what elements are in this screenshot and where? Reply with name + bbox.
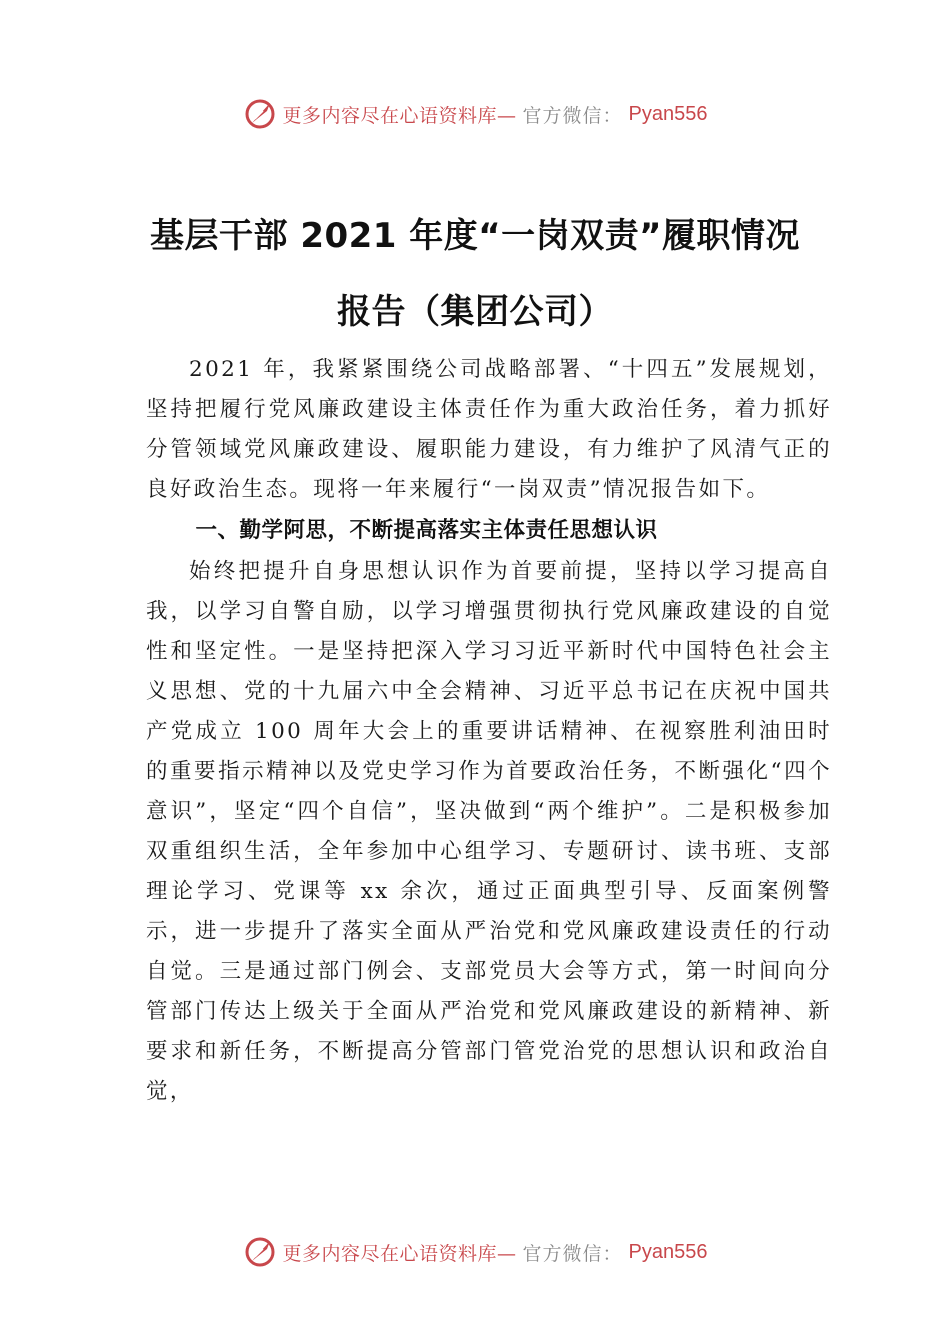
footer-banner [0, 1232, 950, 1272]
banner-text: 更多内容尽在心语资料库— [282, 104, 517, 127]
banner-wechat-id: Pyan556 [628, 102, 708, 125]
title-line-2: 报告（集团公司） [337, 292, 613, 332]
banner-wechat-label: 官方微信： [522, 1242, 623, 1265]
document-title [140, 198, 810, 350]
quill-logo-icon [243, 97, 277, 131]
banner-text: 更多内容尽在心语资料库— [282, 1242, 517, 1265]
section-paragraph: 始终把提升自身思想认识作为首要前提，坚持以学习提高自我，以学习自警自励，以学习增强贯彻执行党风廉政建设的自觉性和坚定性。一是坚持把深入学习习近平新时代中国特色社会主义思想、党的十九届六中全会精神、习近平总书记在庆祝中国共产党成立 100 周年大会上的重要讲话精神、在视察胜利油田时的重要指示精神以及党史学习作为首要政治任务，不断强化“四个意识”，坚定“四个自信”，坚决做到“两个维护”。二是积极参加双重组织生活，全年参加中心组学习、专题研讨、读书班、支部理论学习、党课等 xx 余次，通过正面典型引导、反面案例警示，进一步提升了落实全面从严治党和党风廉政建设责任的行动自觉。三是通过部门例会、支部党员大会等方式，第一时间向分管部门传达上级关于全面从严治党和党风廉政建设的新精神、新要求和新任务，不断提高分管部门管党治党的思想认识和政治自觉， [146, 559, 832, 1104]
banner-wechat-label: 官方微信： [522, 104, 623, 127]
intro-paragraph: 2021 年，我紧紧围绕公司战略部署、“十四五”发展规划，坚持把履行党风廉政建设主体责任作为重大政治任务，着力抓好分管领域党风廉政建设、履职能力建设，有力维护了风清气正的良好政治生态。现将一年来履行“一岗双责”情况报告如下。 [146, 357, 832, 502]
title-line-1: 基层干部 2021 年度“一岗双责”履职情况 [150, 216, 800, 256]
document-body [146, 350, 832, 1112]
section-heading: 一、勤学阿思，不断提高落实主体责任思想认识 [195, 518, 658, 543]
banner-wechat-id: Pyan556 [628, 1240, 708, 1263]
quill-logo-icon [243, 1235, 277, 1269]
header-banner [0, 94, 950, 134]
